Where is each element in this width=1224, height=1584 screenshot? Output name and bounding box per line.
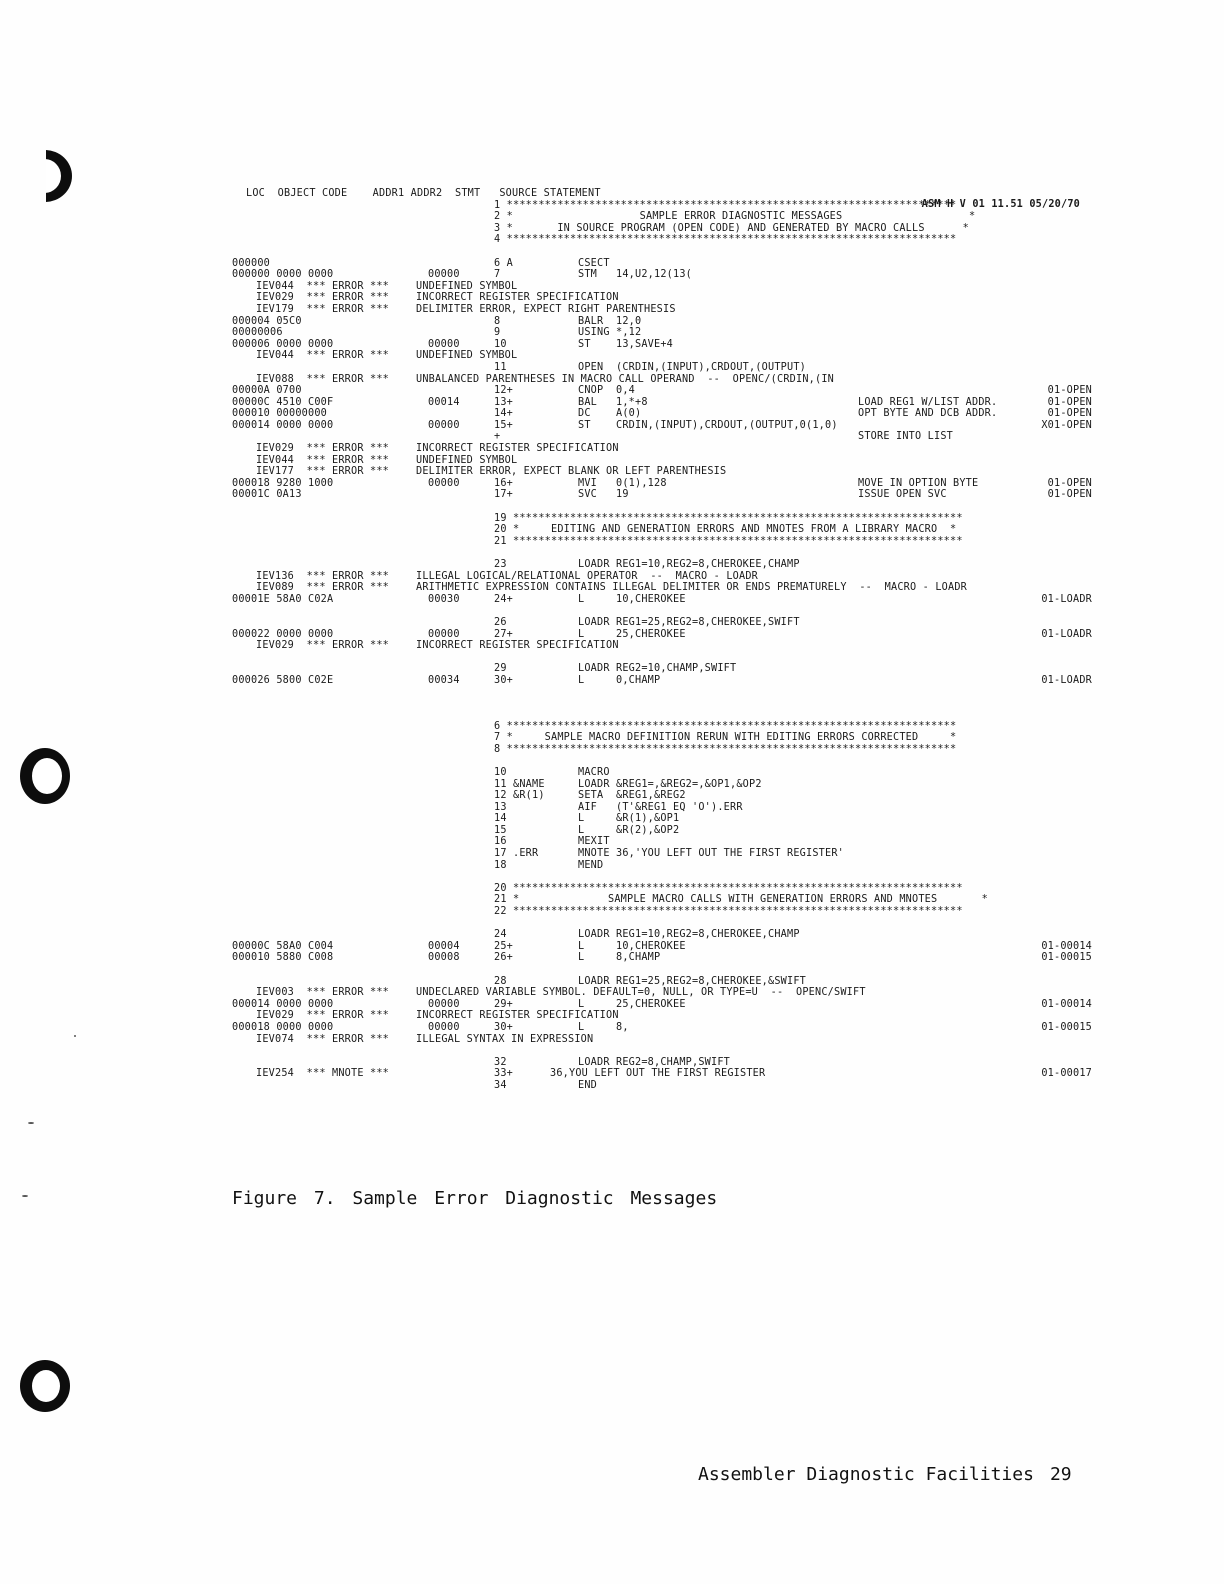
listing-line	[232, 813, 1092, 825]
error-message-line	[232, 292, 1092, 304]
listing-line	[232, 767, 1092, 779]
sequence-field: 01-LOADR	[1041, 628, 1092, 640]
scan-speck	[28, 1122, 34, 1124]
location-object-code: 00001C 0A13	[232, 489, 302, 501]
assembler-listing	[232, 176, 1092, 1092]
scan-speck	[74, 1035, 76, 1037]
statement-number: 26+	[494, 952, 514, 964]
location-object-code: 000004 05C0	[232, 315, 302, 327]
error-id: IEV177 *** ERROR ***	[256, 466, 390, 478]
comment-field: LOAD REG1 W/LIST ADDR.	[858, 396, 998, 408]
statement-number: 20 * EDITING AND GENERATION ERRORS AND MNOTES FROM A LIBRARY MACRO *	[494, 524, 957, 536]
statement-number: 19 ***********************************************************************	[494, 512, 963, 524]
source-statement: 36,YOU LEFT OUT THE FIRST REGISTER	[550, 1068, 766, 1080]
sequence-field: 01-LOADR	[1041, 593, 1092, 605]
sequence-field: 01-00014	[1041, 940, 1092, 952]
error-message-line	[232, 281, 1092, 293]
source-statement: LOADR REG2=8,CHAMP,SWIFT	[578, 1056, 731, 1068]
listing-line	[232, 269, 1092, 281]
listing-line	[232, 1080, 1092, 1092]
location-object-code: 00001E 58A0 C02A	[232, 593, 334, 605]
statement-number: 34	[494, 1079, 507, 1091]
statement-number: +	[494, 431, 501, 443]
error-text: ILLEGAL LOGICAL/RELATIONAL OPERATOR -- MACRO - LOADR	[416, 570, 759, 582]
source-statement: ST 13,SAVE+4	[578, 338, 674, 350]
location-object-code: 000026 5800 C02E	[232, 674, 334, 686]
sequence-field: 01-OPEN	[1047, 489, 1092, 501]
error-message-line	[232, 455, 1092, 467]
address-field: 00008	[428, 952, 460, 964]
location-object-code: 000018 0000 0000	[232, 1021, 334, 1033]
listing-line	[232, 848, 1092, 860]
statement-number: 18	[494, 859, 507, 871]
column-headings: LOC OBJECT CODE ADDR1 ADDR2 STMT SOURCE STATEMENT	[246, 187, 601, 199]
listing-line	[232, 524, 1092, 536]
listing-line	[232, 790, 1092, 802]
error-id: IEV029 *** ERROR ***	[256, 1010, 390, 1022]
listing-line	[232, 408, 1092, 420]
error-text: UNBALANCED PARENTHESES IN MACRO CALL OPERAND -- OPENC/(CRDIN,(IN	[416, 373, 835, 385]
statement-number: 21 * SAMPLE MACRO CALLS WITH GENERATION ERRORS AND MNOTES *	[494, 894, 989, 906]
statement-number: 10	[494, 766, 507, 778]
address-field: 00000	[428, 338, 460, 350]
listing-line	[232, 675, 1092, 687]
error-message-line	[232, 1034, 1092, 1046]
listing-line	[232, 200, 1092, 212]
source-statement: MNOTE 36,'YOU LEFT OUT THE FIRST REGISTER'	[578, 848, 845, 860]
error-message-line	[232, 350, 1092, 362]
blank-line	[232, 652, 1092, 664]
location-object-code: 000006 0000 0000	[232, 338, 334, 350]
punch-hole-middle	[20, 748, 70, 804]
error-text: UNDEFINED SYMBOL	[416, 454, 518, 466]
statement-number: 7	[494, 269, 501, 281]
listing-line	[232, 536, 1092, 548]
statement-number: 12+	[494, 385, 514, 397]
source-statement: END	[578, 1079, 598, 1091]
error-text: DELIMITER ERROR, EXPECT RIGHT PARENTHESIS	[416, 303, 676, 315]
statement-number: 26	[494, 616, 507, 628]
blank-line	[232, 1045, 1092, 1057]
error-id: IEV254 *** MNOTE ***	[256, 1068, 390, 1080]
source-statement: CNOP 0,4	[578, 385, 636, 397]
source-statement: L 8,CHAMP	[578, 952, 661, 964]
listing-line	[232, 339, 1092, 351]
error-id: IEV029 *** ERROR ***	[256, 640, 390, 652]
error-message-line	[232, 304, 1092, 316]
error-id: IEV044 *** ERROR ***	[256, 280, 390, 292]
error-message-line	[232, 443, 1092, 455]
location-object-code: 000014 0000 0000	[232, 998, 334, 1010]
source-statement: MACRO	[578, 766, 610, 778]
listing-block-source-errors	[232, 200, 1092, 687]
error-id: IEV044 *** ERROR ***	[256, 350, 390, 362]
statement-number: 16	[494, 836, 507, 848]
error-id: IEV044 *** ERROR ***	[256, 454, 390, 466]
statement-number: 17+	[494, 489, 514, 501]
address-field: 00000	[428, 419, 460, 431]
listing-line	[232, 431, 1092, 443]
source-statement: STM 14,U2,12(13(	[578, 269, 693, 281]
source-statement: AIF (T'&REG1 EQ 'O').ERR	[578, 801, 743, 813]
source-statement: SETA &REG1,&REG2	[578, 790, 686, 802]
blank-line	[232, 501, 1092, 513]
punch-hole-top	[18, 150, 72, 202]
listing-line	[232, 883, 1092, 895]
address-field: 00000	[428, 998, 460, 1010]
error-message-line	[232, 571, 1092, 583]
address-field: 00000	[428, 477, 460, 489]
listing-line	[232, 385, 1092, 397]
statement-number: 25+	[494, 940, 514, 952]
error-id: IEV029 *** ERROR ***	[256, 443, 390, 455]
error-text: ARITHMETIC EXPRESSION CONTAINS ILLEGAL DELIMITER OR ENDS PREMATURELY -- MACRO - LOADR	[416, 582, 968, 594]
error-id: IEV089 *** ERROR ***	[256, 582, 390, 594]
statement-number: 20 ***********************************************************************	[494, 882, 963, 894]
statement-number: 9	[494, 327, 501, 339]
location-object-code: 000010 5880 C008	[232, 952, 334, 964]
listing-line	[232, 744, 1092, 756]
comment-field: STORE INTO LIST	[858, 431, 954, 443]
figure-caption: Figure 7. Sample Error Diagnostic Messages	[232, 1188, 718, 1209]
listing-line	[232, 941, 1092, 953]
error-message-line	[232, 582, 1092, 594]
statement-number: 28	[494, 975, 507, 987]
listing-line	[232, 559, 1092, 571]
listing-line	[232, 906, 1092, 918]
source-statement: L &R(2),&OP2	[578, 824, 680, 836]
listing-line	[232, 721, 1092, 733]
location-object-code: 00000006	[232, 327, 283, 339]
statement-number: 27+	[494, 628, 514, 640]
footer-title: Assembler Diagnostic Facilities	[698, 1464, 1034, 1485]
statement-number: 14+	[494, 408, 514, 420]
location-object-code: 00000C 58A0 C004	[232, 940, 334, 952]
statement-number: 6 A	[494, 257, 514, 269]
statement-number: 14	[494, 813, 507, 825]
comment-field: MOVE IN OPTION BYTE	[858, 477, 979, 489]
source-statement: LOADR REG2=10,CHAMP,SWIFT	[578, 663, 737, 675]
comment-field: OPT BYTE AND DCB ADDR.	[858, 408, 998, 420]
statement-number: 21 ***********************************************************************	[494, 535, 963, 547]
statement-number: 33+	[494, 1068, 514, 1080]
statement-number: 13	[494, 801, 507, 813]
location-object-code: 000014 0000 0000	[232, 419, 334, 431]
statement-number: 29+	[494, 998, 514, 1010]
source-statement: L 8,	[578, 1021, 629, 1033]
sequence-field: 01-OPEN	[1047, 385, 1092, 397]
statement-number: 30+	[494, 1021, 514, 1033]
location-object-code: 000010 00000000	[232, 408, 328, 420]
sequence-field: X01-OPEN	[1041, 419, 1092, 431]
source-statement: MEND	[578, 859, 604, 871]
error-message-line	[232, 987, 1092, 999]
source-statement: MEXIT	[578, 836, 610, 848]
statement-number: 3 * IN SOURCE PROGRAM (OPEN CODE) AND GENERATED BY MACRO CALLS *	[494, 222, 970, 234]
listing-line	[232, 316, 1092, 328]
error-id: IEV179 *** ERROR ***	[256, 303, 390, 315]
statement-number: 8 ***********************************************************************	[494, 743, 957, 755]
statement-number: 2 * SAMPLE ERROR DIAGNOSTIC MESSAGES *	[494, 211, 976, 223]
listing-line	[232, 478, 1092, 490]
comment-field: ISSUE OPEN SVC	[858, 489, 947, 501]
source-statement: MVI 0(1),128	[578, 477, 667, 489]
statement-number: 13+	[494, 396, 514, 408]
blank-line	[232, 246, 1092, 258]
sequence-field: 01-LOADR	[1041, 674, 1092, 686]
error-message-line	[232, 374, 1092, 386]
source-statement: CSECT	[578, 257, 610, 269]
sequence-field: 01-00015	[1041, 1021, 1092, 1033]
listing-line	[232, 952, 1092, 964]
listing-line	[232, 836, 1092, 848]
listing-line	[232, 629, 1092, 641]
statement-number: 23	[494, 559, 507, 570]
listing-line	[232, 976, 1092, 988]
error-message-line	[232, 1068, 1092, 1080]
address-field: 00004	[428, 940, 460, 952]
statement-number: 32	[494, 1056, 507, 1068]
blank-line	[232, 918, 1092, 930]
error-text: UNDECLARED VARIABLE SYMBOL. DEFAULT=0, NULL, OR TYPE=U -- OPENC/SWIFT	[416, 987, 866, 999]
error-id: IEV074 *** ERROR ***	[256, 1033, 390, 1045]
statement-number: 7 * SAMPLE MACRO DEFINITION RERUN WITH EDITING ERRORS CORRECTED *	[494, 732, 957, 744]
block-separator	[232, 687, 1092, 721]
listing-line	[232, 779, 1092, 791]
sequence-field: 01-00017	[1041, 1068, 1092, 1080]
error-text: INCORRECT REGISTER SPECIFICATION	[416, 443, 619, 455]
sequence-field: 01-00015	[1041, 952, 1092, 964]
source-statement: SVC 19	[578, 489, 629, 501]
error-id: IEV088 *** ERROR ***	[256, 373, 390, 385]
listing-line	[232, 825, 1092, 837]
listing-line	[232, 223, 1092, 235]
error-text: INCORRECT REGISTER SPECIFICATION	[416, 640, 619, 652]
statement-number: 15+	[494, 419, 514, 431]
location-object-code: 00000C 4510 C00F	[232, 396, 334, 408]
statement-number: 10	[494, 338, 507, 350]
statement-number: 6 ***********************************************************************	[494, 720, 957, 732]
blank-line	[232, 605, 1092, 617]
error-id: IEV003 *** ERROR ***	[256, 987, 390, 999]
source-statement: BALR 12,0	[578, 315, 642, 327]
statement-number: 17 .ERR	[494, 848, 539, 860]
source-statement: OPEN (CRDIN,(INPUT),CRDOUT,(OUTPUT)	[578, 361, 807, 373]
listing-line	[232, 258, 1092, 270]
source-statement: LOADR REG1=10,REG2=8,CHEROKEE,CHAMP	[578, 559, 800, 570]
source-statement: LOADR REG1=10,REG2=8,CHEROKEE,CHAMP	[578, 929, 800, 941]
error-message-line	[232, 640, 1092, 652]
page-number: 29	[1049, 1464, 1072, 1485]
blank-line	[232, 871, 1092, 883]
address-field: 00000	[428, 269, 460, 281]
listing-line	[232, 732, 1092, 744]
listing-line	[232, 929, 1092, 941]
statement-number: 24+	[494, 593, 514, 605]
listing-line	[232, 617, 1092, 629]
error-message-line	[232, 1010, 1092, 1022]
statement-number: 1 ***********************************************************************	[494, 199, 957, 211]
blank-line	[232, 755, 1092, 767]
source-statement: LOADR REG1=25,REG2=8,CHEROKEE,SWIFT	[578, 616, 800, 628]
sequence-field: 01-OPEN	[1047, 396, 1092, 408]
source-statement: L &R(1),&OP1	[578, 813, 680, 825]
source-statement: USING *,12	[578, 327, 642, 339]
listing-line	[232, 513, 1092, 525]
listing-line	[232, 894, 1092, 906]
source-statement: ST CRDIN,(INPUT),CRDOUT,(OUTPUT,0(1,0)	[578, 419, 838, 431]
statement-number: 11 &NAME	[494, 778, 545, 790]
listing-header	[232, 176, 1092, 211]
blank-line	[232, 547, 1092, 559]
location-object-code: 000000	[232, 257, 271, 269]
error-text: INCORRECT REGISTER SPECIFICATION	[416, 292, 619, 304]
source-statement: BAL 1,*+8	[578, 396, 648, 408]
statement-number: 22 ***********************************************************************	[494, 906, 963, 918]
location-object-code: 00000A 0700	[232, 385, 302, 397]
error-id: IEV136 *** ERROR ***	[256, 570, 390, 582]
source-statement: L 25,CHEROKEE	[578, 998, 686, 1010]
statement-number: 30+	[494, 674, 514, 686]
statement-number: 12 &R(1)	[494, 790, 545, 802]
error-text: UNDEFINED SYMBOL	[416, 280, 518, 292]
source-statement: L 10,CHEROKEE	[578, 593, 686, 605]
listing-line	[232, 362, 1092, 374]
statement-number: 4 ***********************************************************************	[494, 234, 957, 246]
sequence-field: 01-00014	[1041, 998, 1092, 1010]
listing-line	[232, 860, 1092, 872]
statement-number: 11	[494, 361, 507, 373]
statement-number: 24	[494, 929, 507, 941]
listing-line	[232, 594, 1092, 606]
listing-line	[232, 327, 1092, 339]
statement-number: 29	[494, 663, 507, 675]
error-text: ILLEGAL SYNTAX IN EXPRESSION	[416, 1033, 594, 1045]
source-statement: L 25,CHEROKEE	[578, 628, 686, 640]
address-field: 00034	[428, 674, 460, 686]
listing-line	[232, 489, 1092, 501]
statement-number: 16+	[494, 477, 514, 489]
error-text: DELIMITER ERROR, EXPECT BLANK OR LEFT PARENTHESIS	[416, 466, 727, 478]
listing-line	[232, 802, 1092, 814]
statement-number: 8	[494, 315, 501, 327]
listing-line	[232, 397, 1092, 409]
source-statement: LOADR REG1=25,REG2=8,CHEROKEE,&SWIFT	[578, 975, 807, 987]
sequence-field: 01-OPEN	[1047, 408, 1092, 420]
location-object-code: 000000 0000 0000	[232, 269, 334, 281]
listing-line	[232, 420, 1092, 432]
error-message-line	[232, 466, 1092, 478]
source-statement: LOADR &REG1=,&REG2=,&OP1,&OP2	[578, 778, 762, 790]
location-object-code: 000022 0000 0000	[232, 628, 334, 640]
listing-line	[232, 663, 1092, 675]
source-statement: DC A(0)	[578, 408, 642, 420]
listing-line	[232, 234, 1092, 246]
statement-number: 15	[494, 824, 507, 836]
error-text: INCORRECT REGISTER SPECIFICATION	[416, 1010, 619, 1022]
address-field: 00000	[428, 628, 460, 640]
location-object-code: 000018 9280 1000	[232, 477, 334, 489]
listing-line	[232, 1022, 1092, 1034]
listing-line	[232, 1057, 1092, 1069]
listing-line	[232, 999, 1092, 1011]
scan-speck	[22, 1195, 28, 1197]
listing-block-macro-errors	[232, 721, 1092, 1092]
source-statement: L 10,CHEROKEE	[578, 940, 686, 952]
assembler-version-stamp: ASM H V 01 11.51 05/20/70	[921, 199, 1080, 211]
sequence-field: 01-OPEN	[1047, 477, 1092, 489]
error-text: UNDEFINED SYMBOL	[416, 350, 518, 362]
listing-line	[232, 211, 1092, 223]
punch-hole-bottom	[20, 1360, 70, 1412]
page-footer	[698, 1464, 1072, 1485]
address-field: 00000	[428, 1021, 460, 1033]
source-statement: L 0,CHAMP	[578, 674, 661, 686]
blank-line	[232, 964, 1092, 976]
address-field: 00014	[428, 396, 460, 408]
error-id: IEV029 *** ERROR ***	[256, 292, 390, 304]
address-field: 00030	[428, 593, 460, 605]
